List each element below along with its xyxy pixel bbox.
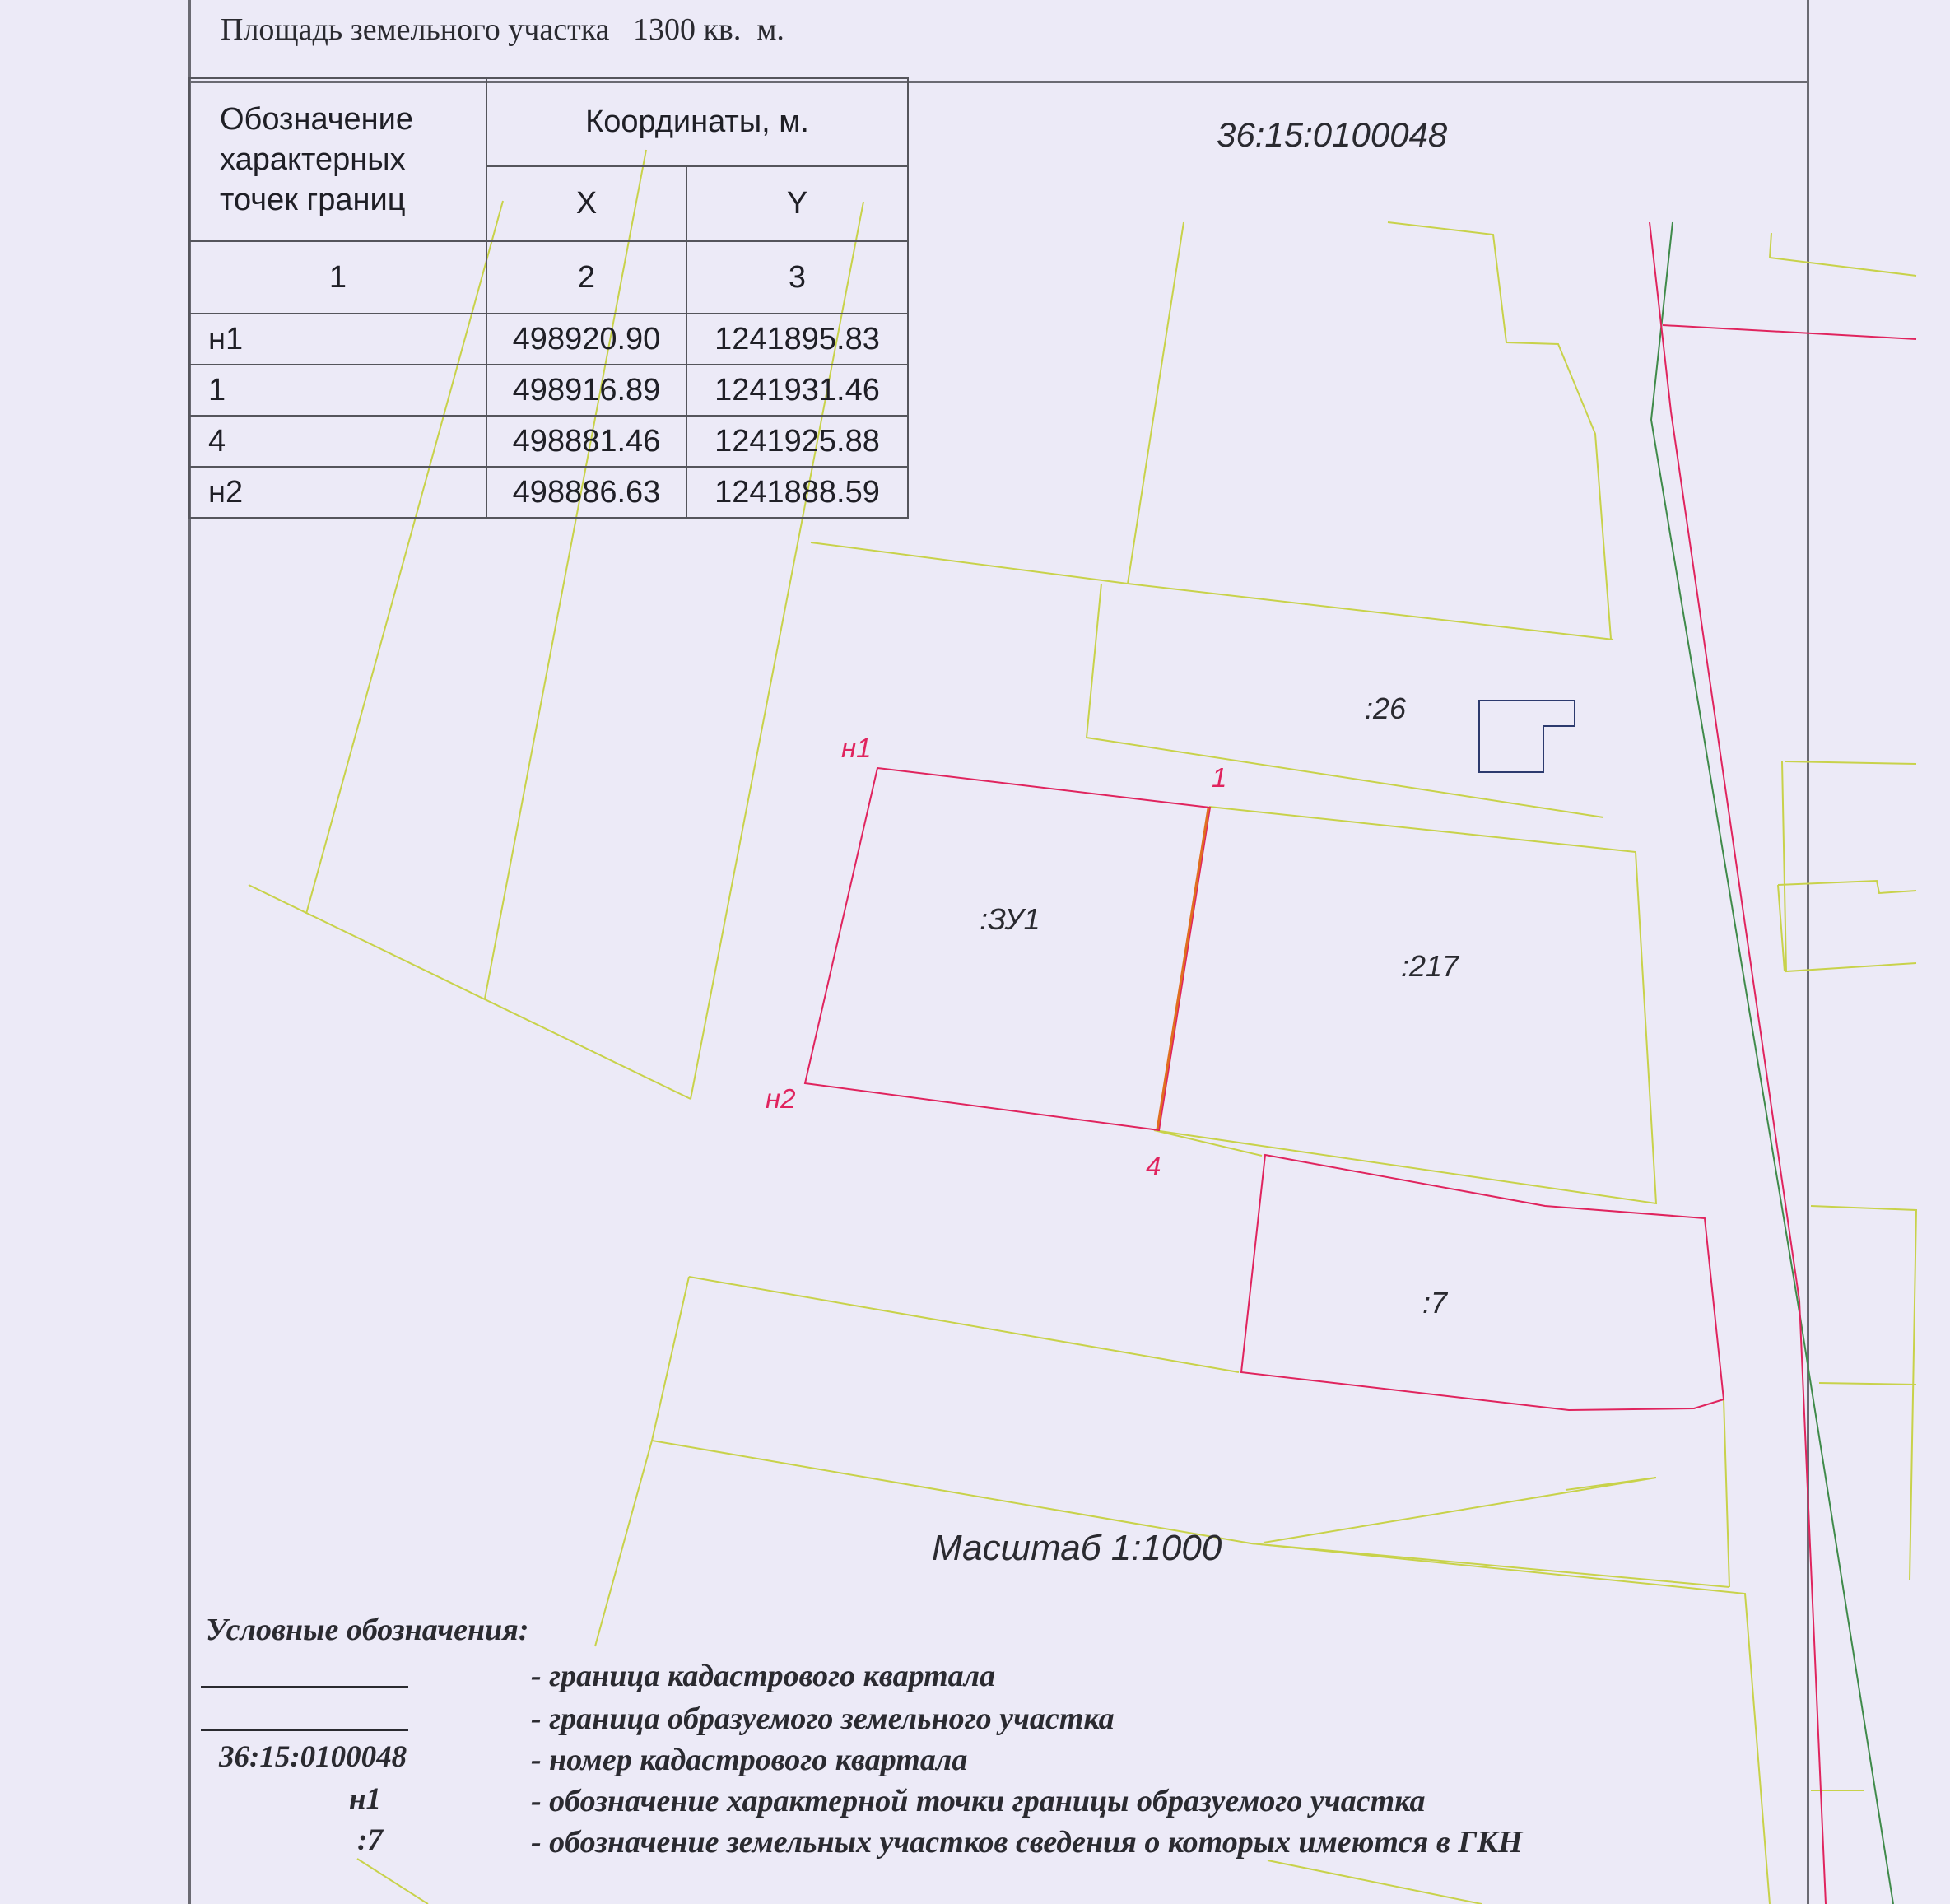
- header-coordinates: Координаты, м.: [486, 78, 908, 166]
- point-id: н1: [189, 314, 486, 365]
- coord-x: 498881.46: [486, 416, 686, 467]
- coord-x: 498886.63: [486, 467, 686, 518]
- parcel-label-7: :7: [1422, 1286, 1448, 1320]
- parcel-7: [1241, 1155, 1724, 1410]
- coord-x: 498916.89: [486, 365, 686, 416]
- parcel-line: [1264, 1478, 1656, 1543]
- parcel-line: [1778, 881, 1916, 893]
- parcel-line: [1770, 233, 1771, 258]
- shared-boundary-line: [1157, 808, 1208, 1129]
- legend-symbol-quarter-number: 36:15:0100048: [219, 1740, 407, 1774]
- parcel-label-zu1: :ЗУ1: [980, 902, 1040, 936]
- table-row: [189, 314, 908, 365]
- parcel-line: [1770, 258, 1916, 276]
- parcel-line: [811, 542, 1613, 640]
- parcel-line: [689, 1277, 1239, 1372]
- legend-text-gkn-parcel: - обозначение земельных участков сведения о которых имеются в ГКН: [531, 1825, 1523, 1860]
- point-id: 1: [189, 365, 486, 416]
- point-label-n2: н2: [766, 1083, 796, 1114]
- legend-text-parcel-boundary: - граница образуемого земельного участка: [531, 1701, 1115, 1736]
- quarter-line-pink-branch: [1663, 325, 1916, 339]
- coord-y: 1241888.59: [686, 467, 908, 518]
- parcel-line: [1388, 222, 1611, 639]
- legend-title: Условные обозначения:: [206, 1613, 529, 1647]
- coord-x: 498920.90: [486, 314, 686, 365]
- header-x: X: [486, 166, 686, 241]
- parcel-line: [1819, 1383, 1916, 1385]
- map-scale: Масштаб 1:1000: [932, 1528, 1222, 1568]
- quarter-boundary: [1650, 222, 1916, 1904]
- parcel-line: [249, 885, 691, 1099]
- header-y: Y: [686, 166, 908, 241]
- building-outline: [1479, 701, 1575, 772]
- coord-y: 1241895.83: [686, 314, 908, 365]
- parcel-line: [1128, 222, 1184, 584]
- quarter-line-pink: [1650, 222, 1826, 1904]
- parcel-line: [1154, 807, 1656, 1203]
- formed-parcel-boundaries: [805, 768, 1724, 1410]
- legend-text-quarter-boundary: - граница кадастрового квартала: [531, 1659, 996, 1693]
- header-designation: Обозначение характерных точек границ: [189, 78, 486, 241]
- column-number-1: 1: [189, 241, 486, 314]
- table-row: [189, 365, 908, 416]
- coordinates-table: [188, 77, 909, 519]
- legend-text-point: - обозначение характерной точки границы образуемого участка: [531, 1784, 1426, 1818]
- legend-symbol-quarter-line: [201, 1686, 408, 1688]
- parcel-line: [1811, 1206, 1916, 1580]
- parcel-line: [1268, 1860, 1482, 1904]
- parcel-line: [595, 1441, 652, 1646]
- table-row: [189, 416, 908, 467]
- coord-y: 1241925.88: [686, 416, 908, 467]
- legend-text-quarter-number: - номер кадастрового квартала: [531, 1743, 968, 1777]
- point-label-n1: н1: [841, 733, 872, 763]
- column-number-3: 3: [686, 241, 908, 314]
- legend-symbol-parcel-line: [201, 1729, 408, 1731]
- parcel-label-217: :217: [1401, 949, 1459, 983]
- parcel-line: [1782, 761, 1916, 971]
- land-area-title: Площадь земельного участка 1300 кв. м.: [221, 12, 784, 47]
- parcel-line: [357, 1859, 428, 1904]
- column-number-2: 2: [486, 241, 686, 314]
- legend-symbol-gkn-parcel: :7: [357, 1823, 383, 1857]
- legend-symbol-point: н1: [349, 1782, 382, 1816]
- table-row: [189, 467, 908, 518]
- parcel-line: [1778, 885, 1785, 971]
- point-id: н2: [189, 467, 486, 518]
- coord-y: 1241931.46: [686, 365, 908, 416]
- parcel-label-26: :26: [1365, 691, 1407, 725]
- point-id: 4: [189, 416, 486, 467]
- cadastral-quarter-number: 36:15:0100048: [1217, 115, 1448, 154]
- quarter-line-green: [1651, 222, 1893, 1904]
- parcel-line: [1785, 761, 1916, 764]
- point-label-4: 4: [1146, 1151, 1161, 1181]
- parcel-line: [1724, 1399, 1729, 1587]
- new-parcel-zu1: [805, 768, 1210, 1130]
- point-label-1: 1: [1212, 762, 1227, 793]
